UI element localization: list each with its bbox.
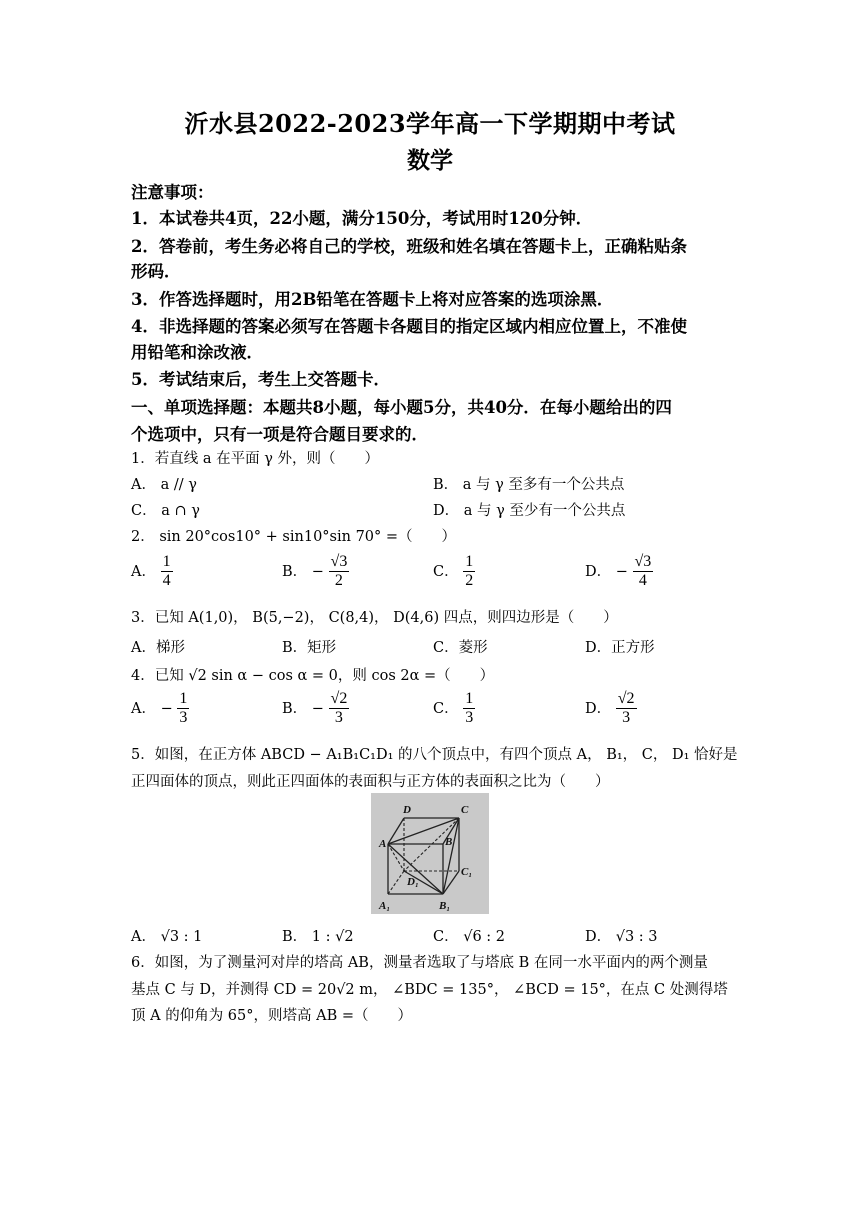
q2-a-num: 1 — [161, 553, 173, 572]
q1-option-a: A． a // γ — [131, 477, 197, 493]
label-a: A — [379, 838, 387, 850]
exam-title: 沂水县2022-2023学年高一下学期期中考试 — [184, 109, 676, 138]
q5-option-a: A． √3 : 1 — [131, 929, 203, 945]
q2-option-a — [131, 553, 173, 591]
label-c1: C₁ — [461, 866, 473, 878]
q2-c-den: 2 — [465, 572, 474, 590]
q4-b-label: B． − — [282, 700, 324, 717]
section-heading-line1: 一、单项选择题：本题共8小题，每小题5分，共40分．在每小题给出的四 — [131, 398, 672, 417]
q6-stem-line2: 基点 C 与 D，并测得 CD = 20√2 m， ∠BDC = 135°， ∠BCD = 15°，在点 C 处测得塔 — [131, 982, 728, 998]
q2-d-fraction — [633, 553, 654, 591]
q4-a-fraction — [177, 690, 189, 728]
q4-b-den: 3 — [334, 709, 343, 727]
q4-a-den: 3 — [179, 709, 188, 727]
label-d: D — [403, 804, 411, 816]
cube-figure — [371, 793, 489, 914]
q3-option-a: A．梯形 — [131, 640, 185, 656]
notice-item-1: 1．本试卷共4页，22小题，满分150分，考试用时120分钟． — [131, 209, 593, 228]
q1-option-b: B． a 与 γ 至多有一个公共点 — [433, 477, 625, 493]
q4-option-d — [585, 690, 637, 728]
q2-c-num: 1 — [463, 553, 475, 572]
q3-option-d: D．正方形 — [585, 640, 655, 656]
q5-option-c: C． √6 : 2 — [433, 929, 505, 945]
q4-d-den: 3 — [622, 709, 631, 727]
q4-option-c — [433, 690, 475, 728]
q5-stem-line1: 5．如图，在正方体 ABCD − A₁B₁C₁D₁ 的八个顶点中，有四个顶点 A， B₁， C， D₁ 恰好是 — [131, 747, 738, 763]
q4-d-fraction — [616, 690, 637, 728]
q4-c-num: 1 — [463, 690, 475, 709]
label-b1: B₁ — [439, 900, 451, 912]
q5-stem-line2: 正四面体的顶点，则此正四面体的表面积与正方体的表面积之比为（ ） — [131, 774, 610, 790]
q2-option-c — [433, 553, 475, 591]
q4-c-fraction — [463, 690, 475, 728]
q1-stem: 1．若直线 a 在平面 γ 外，则（ ） — [131, 451, 379, 467]
q2-d-num: √3 — [633, 553, 654, 572]
notice-item-4: 4．非选择题的答案必须写在答题卡各题目的指定区域内相应位置上，不准使 — [131, 317, 687, 336]
q2-c-label: C． — [433, 563, 459, 580]
q3-stem: 3．已知 A(1,0)， B(5,−2)， C(8,4)， D(4,6) 四点，则四边形是（ ） — [131, 610, 618, 626]
q1-option-d: D． a 与 γ 至少有一个公共点 — [433, 503, 626, 519]
q2-b-num: √3 — [329, 553, 350, 572]
q4-b-num: √2 — [329, 690, 350, 709]
q4-d-label: D． — [585, 700, 612, 717]
q6-stem-line3: 顶 A 的仰角为 65°，则塔高 AB =（ ） — [131, 1008, 412, 1024]
q2-stem: 2． sin 20°cos10° + sin10°sin 70° =（ ） — [131, 529, 457, 545]
notice-item-5: 5．考试结束后，考生上交答题卡． — [131, 370, 390, 389]
notice-item-2: 2．答卷前，考生务必将自己的学校，班级和姓名填在答题卡上，正确粘贴条 — [131, 237, 687, 256]
q2-d-den: 4 — [638, 572, 647, 590]
q2-a-fraction — [161, 553, 173, 591]
q4-option-a — [131, 690, 189, 728]
q4-c-label: C． — [433, 700, 459, 717]
q2-option-b — [282, 553, 349, 591]
notice-item-2-cont: 形码． — [131, 262, 181, 281]
label-a1: A₁ — [379, 900, 391, 912]
q4-option-b — [282, 690, 349, 728]
q2-a-den: 4 — [162, 572, 171, 590]
notice-heading: 注意事项： — [131, 183, 214, 202]
q4-b-fraction — [329, 690, 350, 728]
section-heading-line2: 个选项中，只有一项是符合题目要求的． — [131, 425, 428, 444]
cube-diagram — [371, 793, 489, 914]
q3-option-b: B．矩形 — [282, 640, 337, 656]
q1-option-c: C． a ∩ γ — [131, 503, 200, 519]
q2-c-fraction — [463, 553, 475, 591]
q2-option-d — [585, 553, 653, 591]
label-b: B — [445, 836, 453, 848]
q2-d-label: D． − — [585, 563, 628, 580]
exam-subject: 数学 — [407, 147, 453, 174]
q4-a-num: 1 — [177, 690, 189, 709]
label-d1: D₁ — [407, 876, 419, 888]
q4-a-label: A． − — [131, 700, 173, 717]
q2-b-fraction — [329, 553, 350, 591]
q6-stem-line1: 6．如图，为了测量河对岸的塔高 AB，测量者选取了与塔底 B 在同一水平面内的两个测量 — [131, 955, 708, 971]
q4-d-num: √2 — [616, 690, 637, 709]
q2-b-label: B． − — [282, 563, 324, 580]
q3-option-c: C．菱形 — [433, 640, 488, 656]
q5-option-b: B． 1 : √2 — [282, 929, 354, 945]
notice-item-3: 3．作答选择题时，用2B铅笔在答题卡上将对应答案的选项涂黑． — [131, 290, 614, 309]
q2-a-label: A． — [131, 563, 156, 580]
q2-b-den: 2 — [334, 572, 343, 590]
q4-c-den: 3 — [465, 709, 474, 727]
label-c: C — [461, 804, 469, 816]
q4-stem: 4．已知 √2 sin α − cos α = 0，则 cos 2α =（ ） — [131, 668, 495, 684]
q5-option-d: D． √3 : 3 — [585, 929, 658, 945]
notice-item-4-cont: 用铅笔和涂改液． — [131, 343, 263, 362]
